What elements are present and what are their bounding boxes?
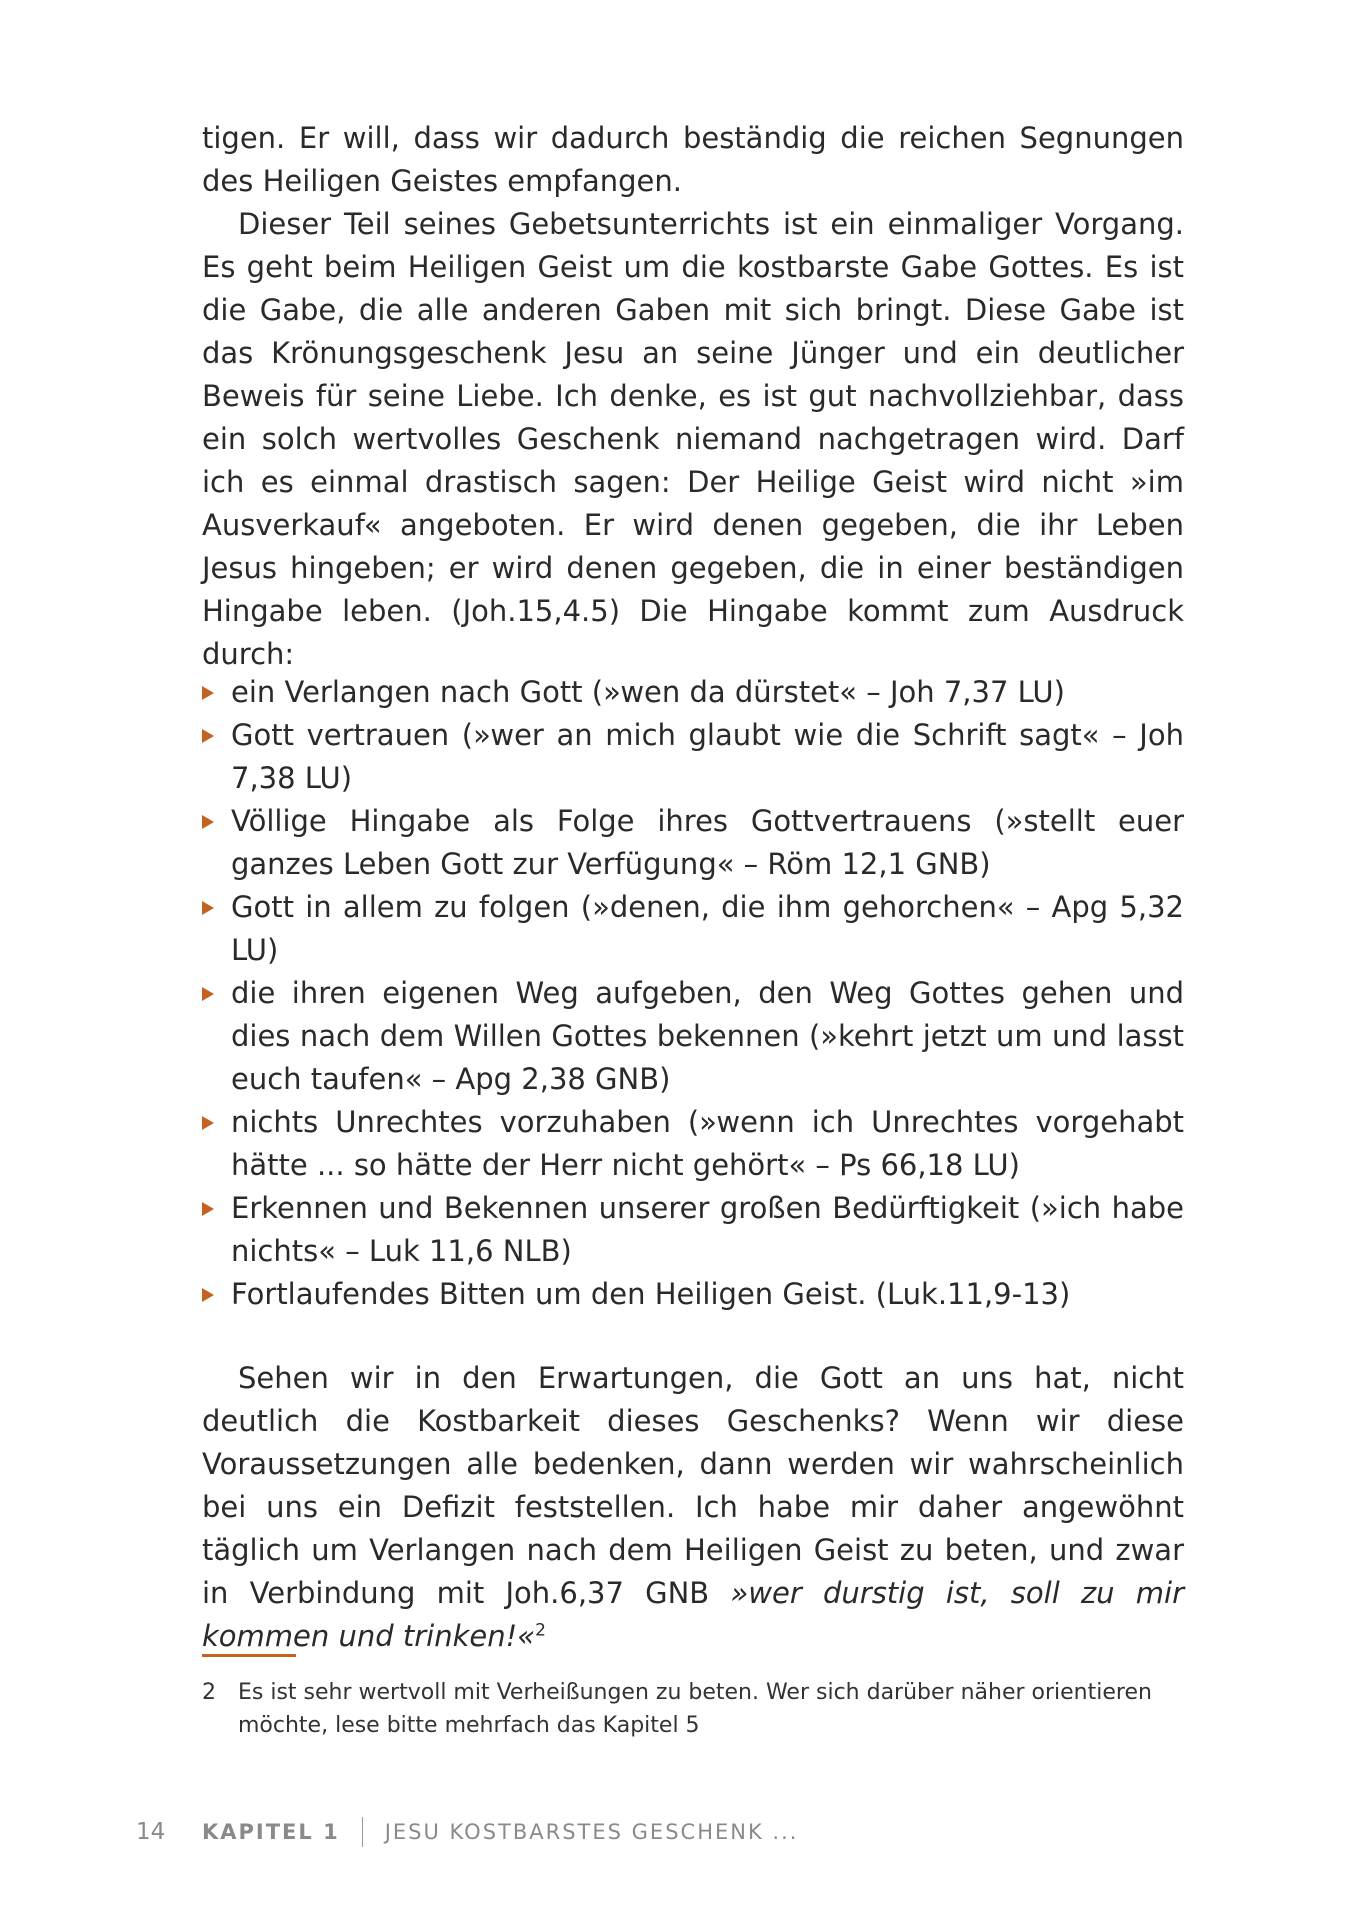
page-number: 14 <box>136 1819 166 1845</box>
list-item-text: Gott vertrauen (»wer an mich glaubt wie die Schrift sagt« – Joh 7,38 LU) <box>231 718 1184 795</box>
paragraph-prayer-lesson: Dieser Teil seines Gebetsunterrichts ist ein einmaliger Vorgang. Es geht beim Heiligen Geist um die kostbarste Gabe Gottes. Es ist die Gabe, die alle anderen Gaben mit sich bringt. Diese Gabe ist das Krönungsgeschenk Jesu an seine Jünger und ein deutlicher Beweis für seine Liebe. Ich denke, es ist gut nachvollziehbar, dass ein solch wertvolles Geschenk niemand nachgetragen wird. Darf ich es einmal drastisch sagen: Der Heilige Geist wird nicht »im Ausverkauf« angeboten. Er wird denen gegeben, die ihr Leben Jesus hingeben; er wird denen gegeben, die in einer beständigen Hingabe leben. (Joh.15,4.5) Die Hingabe kommt zum Ausdruck durch: <box>202 207 1184 671</box>
triangle-bullet-icon <box>202 987 214 1001</box>
list-item-text: Fortlaufendes Bitten um den Heiligen Geist. (Luk.11,9-13) <box>231 1277 1071 1311</box>
footnote <box>202 1676 1184 1742</box>
triangle-bullet-icon <box>202 1116 214 1130</box>
list-item-text: nichts Unrechtes vorzuhaben (»wenn ich Unrechtes vorgehabt hätte ... so hätte der Herr nicht gehört« – Ps 66,18 LU) <box>231 1105 1184 1182</box>
triangle-bullet-icon <box>202 1288 214 1302</box>
footnote-divider <box>202 1654 296 1657</box>
devotion-bullet-list <box>202 671 1184 1316</box>
page-footer <box>136 1816 798 1848</box>
list-item <box>202 1273 1184 1316</box>
triangle-bullet-icon <box>202 901 214 915</box>
list-item <box>202 972 1184 1101</box>
list-item <box>202 714 1184 800</box>
outro-section <box>202 1357 1184 1658</box>
chapter-title: JESU KOSTBARSTES GESCHENK ... <box>384 1820 799 1844</box>
triangle-bullet-icon <box>202 686 214 700</box>
chapter-label: KAPITEL 1 <box>202 1820 340 1844</box>
triangle-bullet-icon <box>202 729 214 743</box>
list-item-text: Erkennen und Bekennen unserer großen Bedürftigkeit (»ich habe nichts« – Luk 11,6 NLB) <box>231 1191 1184 1268</box>
paragraph-outro <box>202 1357 1184 1658</box>
footnote-number: 2 <box>202 1680 216 1705</box>
footnote-reference[interactable]: 2 <box>535 1620 546 1641</box>
footnote-text: Es ist sehr wertvoll mit Verheißungen zu beten. Wer sich darüber näher orientieren möchte, lese bitte mehrfach das Kapitel 5 <box>238 1680 1152 1738</box>
list-item <box>202 800 1184 886</box>
list-item-text: Gott in allem zu folgen (»denen, die ihm gehorchen« – Apg 5,32 LU) <box>231 890 1184 967</box>
triangle-bullet-icon <box>202 1202 214 1216</box>
list-item-text: die ihren eigenen Weg aufgeben, den Weg Gottes gehen und dies nach dem Willen Gottes bekennen (»kehrt jetzt um und lasst euch taufen« – Apg 2,38 GNB) <box>231 976 1184 1096</box>
triangle-bullet-icon <box>202 815 214 829</box>
list-item <box>202 1101 1184 1187</box>
intro-section <box>202 117 1184 676</box>
outro-text: Sehen wir in den Erwartungen, die Gott an uns hat, nicht deutlich die Kostbarkeit dieses Geschenks? Wenn wir diese Voraussetzungen alle bedenken, dann werden wir wahrscheinlich bei uns ein Defizit feststellen. Ich habe mir daher angewöhnt täglich um Verlangen nach dem Heiligen Geist zu beten, und zwar in Verbindung mit Joh.6,37 GNB <box>202 1361 1184 1610</box>
list-item-text: ein Verlangen nach Gott (»wen da dürstet« – Joh 7,37 LU) <box>231 675 1065 709</box>
paragraph-continuation: tigen. Er will, dass wir dadurch beständig die reichen Segnungen des Heiligen Geistes empfangen. <box>202 121 1184 198</box>
list-item <box>202 1187 1184 1273</box>
scripture-quote: »wer durstig ist, soll zu mir kommen und trinken!« <box>202 1576 1184 1653</box>
list-item-text: Völlige Hingabe als Folge ihres Gottvertrauens (»stellt euer ganzes Leben Gott zur Verfügung« – Röm 12,1 GNB) <box>231 804 1184 881</box>
footer-divider <box>362 1817 363 1847</box>
list-item <box>202 886 1184 972</box>
list-item <box>202 671 1184 714</box>
